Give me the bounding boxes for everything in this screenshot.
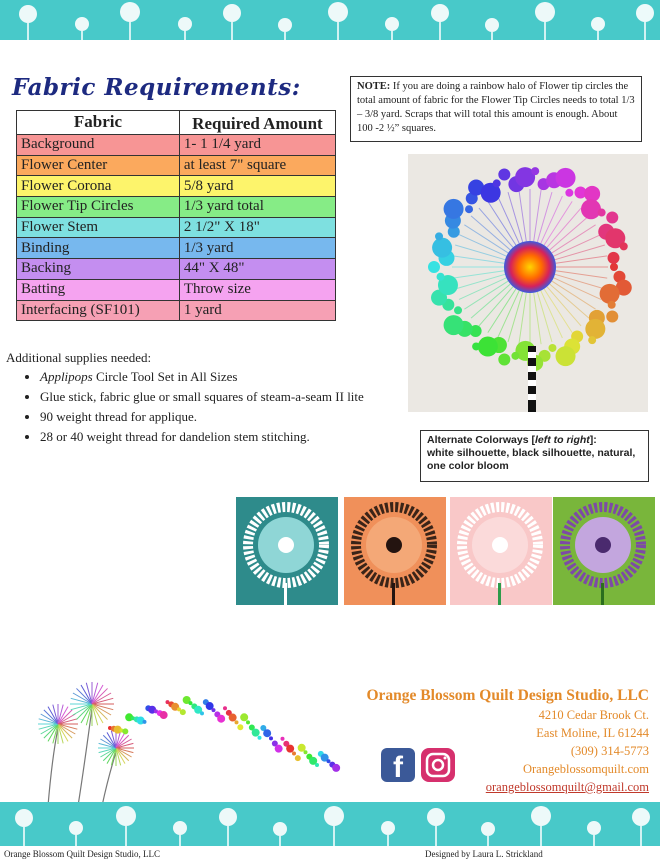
rainbow-dandelion-image — [408, 154, 648, 412]
table-row — [17, 300, 336, 321]
fabric-cell: Flower Corona — [17, 176, 180, 197]
amount-cell: 5/8 yard — [179, 176, 335, 197]
supply-item — [40, 408, 401, 425]
colorway-one-color-bloom — [553, 497, 655, 605]
amount-cell: 44" X 48" — [179, 259, 335, 280]
amount-cell: 1 yard — [179, 300, 335, 321]
alt-label-em: left to right — [534, 434, 590, 446]
bottom-dandelion-border — [0, 802, 660, 846]
fabric-cell: Binding — [17, 238, 180, 259]
white-silhouette-image — [236, 497, 338, 605]
dandelion-pattern-bottom — [0, 802, 660, 846]
additional-supplies — [6, 349, 401, 448]
supply-item — [40, 428, 401, 445]
one-color-bloom-image — [553, 497, 655, 605]
alt-label: Alternate Colorways [ — [427, 434, 535, 446]
instagram-icon[interactable] — [421, 748, 455, 782]
alt-label-end: ]: — [589, 434, 597, 446]
social-icons — [381, 748, 459, 789]
fabric-cell: Flower Center — [17, 155, 180, 176]
facebook-icon[interactable] — [381, 748, 415, 784]
table-header-row — [17, 111, 336, 135]
table-row — [17, 238, 336, 259]
table-row — [17, 197, 336, 218]
column-header-fabric: Fabric — [17, 111, 180, 135]
alt-text: white silhouette, black silhouette, natural, one color bloom — [427, 447, 636, 472]
rainbow-quilt-photo — [408, 154, 648, 412]
amount-cell: 1- 1 1/4 yard — [179, 135, 335, 156]
supply-item — [40, 388, 401, 405]
supply-item-emphasis: Applipops — [40, 369, 93, 384]
note-text: If you are doing a rainbow halo of Flower tip circles the total amount of fabric for the Flower Tip Circles needs to total 1/3 – 3/8 yard. Scraps that will total this amount is enough. About 100 -2 ½” squares. — [357, 81, 635, 134]
colorway-white-silhouette — [236, 497, 338, 605]
studio-website[interactable]: Orangeblossomquilt.com — [522, 762, 649, 776]
amount-cell: at least 7" square — [179, 155, 335, 176]
svg-text:f: f — [393, 751, 403, 784]
table-row — [17, 259, 336, 280]
colorway-natural — [450, 497, 552, 605]
colorway-black-silhouette — [344, 497, 446, 605]
alternate-colorways-box — [420, 430, 649, 482]
table-row — [17, 176, 336, 197]
footer-right: Designed by Laura L. Strickland — [425, 849, 543, 859]
supply-item-text: 28 or 40 weight thread for dandelion stem stitching. — [40, 429, 310, 444]
black-silhouette-image — [344, 497, 446, 605]
fabric-requirements-table — [16, 110, 336, 321]
studio-phone: (309) 314-5773 — [570, 744, 649, 758]
top-dandelion-border — [0, 0, 660, 40]
supply-item-text: Circle Tool Set in All Sizes — [92, 369, 238, 384]
studio-email[interactable]: orangeblossomquilt@gmail.com — [485, 780, 649, 794]
supplies-list — [6, 368, 401, 445]
page-heading: Fabric Requirements: — [12, 74, 301, 101]
column-header-amount: Required Amount — [179, 111, 335, 135]
table-row — [17, 217, 336, 238]
dandelion-pattern — [0, 0, 660, 40]
amount-cell: Throw size — [179, 279, 335, 300]
supplies-title: Additional supplies needed: — [6, 350, 152, 365]
studio-city: East Moline, IL 61244 — [536, 726, 649, 740]
fabric-cell: Background — [17, 135, 180, 156]
studio-street: 4210 Cedar Brook Ct. — [538, 708, 649, 722]
supply-item — [40, 368, 401, 385]
supply-item-text: Glue stick, fabric glue or small squares of steam-a-seam II lite — [40, 389, 364, 404]
fabric-cell: Batting — [17, 279, 180, 300]
table-row — [17, 135, 336, 156]
fabric-cell: Flower Stem — [17, 217, 180, 238]
table-row — [17, 155, 336, 176]
social-icon-row — [381, 748, 459, 784]
studio-name: Orange Blossom Quilt Design Studio, LLC — [366, 687, 649, 704]
note-box — [350, 76, 642, 142]
note-label: NOTE: — [357, 81, 391, 92]
dandelion-logo-art — [0, 668, 360, 806]
fabric-cell: Flower Tip Circles — [17, 197, 180, 218]
amount-cell: 2 1/2" X 18" — [179, 217, 335, 238]
table-row — [17, 279, 336, 300]
fabric-cell: Interfacing (SF101) — [17, 300, 180, 321]
fabric-cell: Backing — [17, 259, 180, 280]
natural-image — [450, 497, 552, 605]
footer-left: Orange Blossom Quilt Design Studio, LLC — [4, 849, 160, 859]
amount-cell: 1/3 yard total — [179, 197, 335, 218]
supply-item-text: 90 weight thread for applique. — [40, 409, 198, 424]
amount-cell: 1/3 yard — [179, 238, 335, 259]
